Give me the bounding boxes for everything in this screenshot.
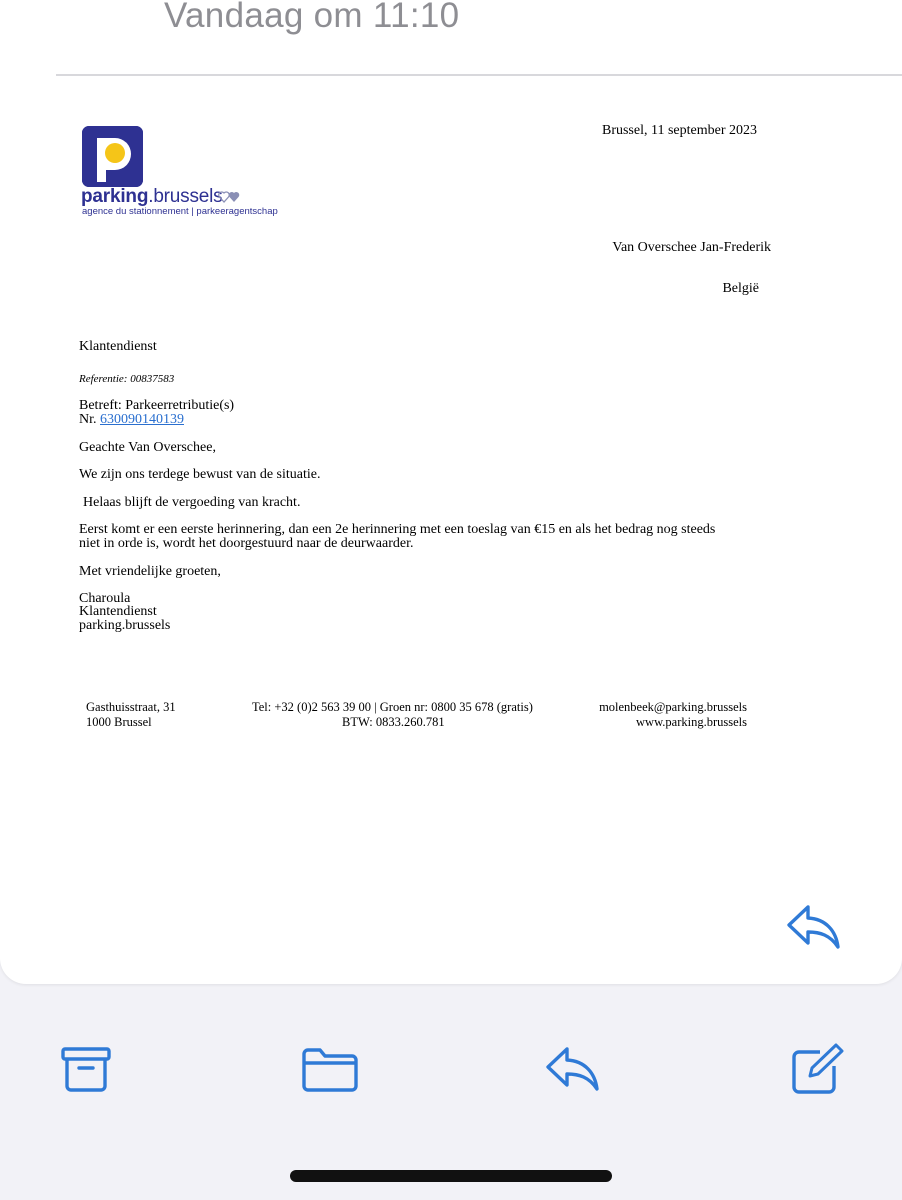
footer-email: molenbeek@parking.brussels: [599, 700, 747, 714]
header-divider: [56, 74, 902, 76]
reference-number: Referentie: 00837583: [79, 373, 175, 385]
folder-icon[interactable]: [300, 1046, 360, 1099]
closing: Met vriendelijke groeten,: [79, 564, 221, 579]
number-link[interactable]: 630090140139: [100, 412, 184, 427]
signature-org: parking.brussels: [79, 618, 171, 633]
paragraph-2: Helaas blijft de vergoeding van kracht.: [83, 495, 301, 510]
logo-wordmark: parking.brussels: [81, 186, 223, 207]
footer-contact-line-2: BTW: 0833.260.781: [342, 715, 445, 729]
subject-number: [79, 413, 184, 427]
salutation: Geachte Van Overschee,: [79, 440, 216, 455]
footer-contact-line-1: Tel: +32 (0)2 563 39 00 | Groen nr: 0800 35 678 (gratis): [252, 700, 533, 714]
recipient-name: Van Overschee Jan-Frederik: [612, 240, 771, 255]
reply-icon[interactable]: [784, 902, 844, 957]
letter-date: Brussel, 11 september 2023: [601, 123, 757, 138]
compose-icon[interactable]: [790, 1042, 846, 1101]
number-prefix: Nr.: [79, 412, 100, 427]
archive-icon[interactable]: [60, 1046, 112, 1099]
footer-address-line-2: 1000 Brussel: [86, 715, 152, 729]
logo-tagline: agence du stationnement | parkeeragentschap: [82, 206, 278, 217]
paragraph-3-line-2: niet in orde is, wordt het doorgestuurd naar de deurwaarder.: [79, 536, 414, 551]
recipient-country: België: [722, 281, 759, 296]
message-timestamp: Vandaag om 11:10: [164, 0, 460, 35]
signature-department: Klantendienst: [79, 604, 157, 619]
paragraph-1: We zijn ons terdege bewust van de situatie.: [79, 467, 321, 482]
reply-icon[interactable]: [543, 1044, 603, 1099]
home-indicator[interactable]: [290, 1170, 612, 1182]
signature-name: Charoula: [79, 591, 131, 606]
footer-address-line-1: Gasthuisstraat, 31: [86, 700, 176, 714]
footer-website: www.parking.brussels: [636, 715, 747, 729]
subject-line: Betreft: Parkeerretributie(s): [79, 398, 235, 413]
parking-brussels-logo-icon: [82, 126, 143, 187]
sender-department: Klantendienst: [79, 339, 157, 354]
paragraph-3-line-1: Eerst komt er een eerste herinnering, dan een 2e herinnering met een toeslag van €15 en als het bedrag nog steeds: [79, 522, 716, 537]
